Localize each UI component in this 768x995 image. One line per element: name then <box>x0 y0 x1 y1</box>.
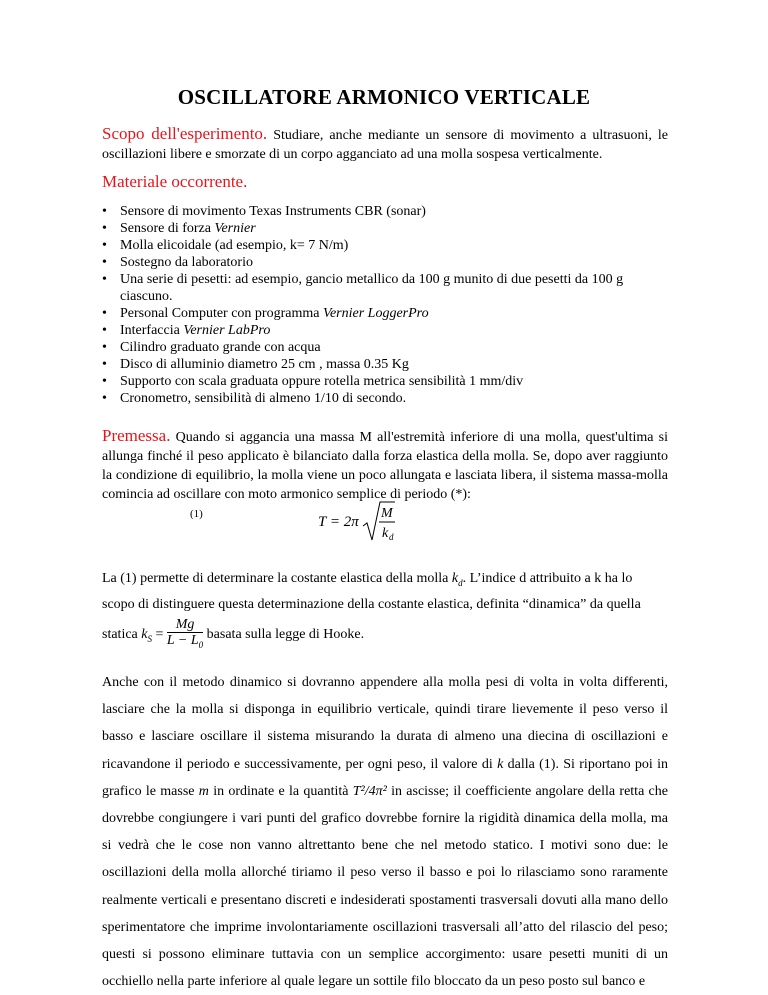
ks-equals: = <box>151 626 167 642</box>
materiale-item-italic: Vernier LabPro <box>183 323 271 338</box>
materiale-item <box>102 339 668 356</box>
materiale-list <box>102 203 668 407</box>
materiale-item-text: Interfaccia <box>120 323 184 338</box>
materiale-item-text: Disco di alluminio diametro 25 cm , massa 0.35 Kg <box>120 357 409 372</box>
bullet-icon: • <box>102 391 107 406</box>
bullet-icon: • <box>102 255 107 270</box>
materiale-item <box>102 356 668 373</box>
materiale-item-text: Sensore di movimento Texas Instruments CBR (sonar) <box>120 204 426 219</box>
ks-sub: S <box>147 633 152 644</box>
materiale-item-text: Sostegno da laboratorio <box>120 255 253 270</box>
ks-fraction <box>167 617 203 653</box>
para-dinamico-d: in ascisse; il coefficiente angolare della retta che dovrebbe congiungere i vari punti del grafico dovrebbe fornire la rigidità dinamica della molla, ma si vedrà che le cose non vanno altrettanto bene che nel metodo statico. I motivi sono due: le oscillazioni della molla allorché tiriamo il peso verso il basso e poi lo rilasciamo sono raramente realmente verticali e presentano discreti e indesiderati spostamenti trasversali dovuti alla mano dello sperimentatore che imprime involontariamente oscillazioni trasversali all’atto del rilascio del peso; questi si possono eliminare tuttavia con un semplice accorgimento: usare pesetti muniti di un occhiello nella parte inferiore al quale legare un sottile filo bloccato da un peso posto sul banco e <box>102 783 668 990</box>
formula-1 <box>318 500 396 544</box>
materiale-heading-block <box>102 172 668 193</box>
para-k-line3a: statica <box>102 626 142 642</box>
para-dinamico-expr: T²/4π² <box>352 783 387 799</box>
bullet-icon: • <box>102 221 107 236</box>
materiale-item-italic: Vernier <box>214 221 256 236</box>
bullet-icon: • <box>102 238 107 253</box>
para-k-line1b: . L’indice d attribuito a k ha lo <box>462 571 633 586</box>
formula-1-num: M <box>381 506 394 521</box>
materiale-item <box>102 203 668 220</box>
materiale-item <box>102 220 668 237</box>
bullet-icon: • <box>102 374 107 389</box>
ks-num: Mg <box>167 617 203 633</box>
ks-den <box>167 633 203 653</box>
materiale-item-text: Una serie di pesetti: ad esempio, gancio metallico da 100 g munito di due pesetti da 100 g ciascuno. <box>120 272 624 304</box>
para-k-line1a: La (1) permette di determinare la costante elastica della molla <box>102 571 452 586</box>
kd-sub: d <box>458 577 463 588</box>
sqrt-symbol-icon <box>362 500 396 544</box>
materiale-item <box>102 322 668 339</box>
para-dinamico-b: dalla (1). Si riportano poi in grafico le masse <box>102 756 668 799</box>
para-dinamico <box>102 669 668 995</box>
para-dinamico-a: Anche con il metodo dinamico si dovranno appendere alla molla pesi di volta in volta differenti, lasciare che la molla si disponga in equilibrio verticale, quindi tirare lievemente il peso verso il basso e lasciare oscillare il sistema misurando la durata di almeno una diecina di oscillazioni e ricavandone il periodo e successivamente, per ogni peso, il valore di <box>102 675 668 772</box>
bullet-icon: • <box>102 204 107 219</box>
materiale-item <box>102 237 668 254</box>
materiale-item <box>102 390 668 407</box>
formula-1-lhs: T = 2π <box>318 513 359 530</box>
bullet-icon: • <box>102 306 107 321</box>
para-dinamico-c: in ordinate e la quantità <box>208 783 353 799</box>
scopo-heading: Scopo dell'esperimento. <box>102 124 268 143</box>
materiale-item <box>102 305 668 322</box>
para-k-line2: scopo di distinguere questa determinazione della costante elastica, definita “dinamica” da quella <box>102 596 641 612</box>
materiale-item <box>102 271 668 305</box>
premessa-heading: Premessa. <box>102 426 171 445</box>
para-dinamico-k: k <box>497 756 504 772</box>
materiale-item-text: Supporto con scala graduata oppure rotella metrica sensibilità 1 mm/div <box>120 374 524 389</box>
ks-den-text: L − L <box>166 632 199 648</box>
kd-symbol: k <box>451 571 459 586</box>
materiale-item-text: Molla elicoidale (ad esempio, k= 7 N/m) <box>120 238 349 253</box>
premessa-paragraph <box>102 426 668 504</box>
scopo-text: Studiare, anche mediante un sensore di movimento a ultrasuoni, le oscillazioni libere e smorzate di un corpo agganciato ad una molla sospesa verticalmente. <box>102 128 668 162</box>
para-k-line3b: basata sulla legge di Hooke. <box>203 626 365 642</box>
ks-den-sub: 0 <box>198 639 204 650</box>
document-title: OSCILLATORE ARMONICO VERTICALE <box>177 85 591 109</box>
ks-symbol: k <box>141 626 148 642</box>
formula-1-label: (1) <box>190 508 203 520</box>
formula-1-den-sub: d <box>389 532 394 542</box>
materiale-item <box>102 254 668 271</box>
para-dinamico-m: m <box>198 783 209 799</box>
premessa-text: Quando si aggancia una massa M all'estremità inferiore di una molla, quest'ultima si allunga finché il peso applicato è bilanciato dalla forza elastica della molla. Se, dopo aver raggiunto la condizione di equilibrio, la molla viene un poco allungata e lasciata libera, il sistema massa-molla comincia ad oscillare con moto armonico semplice di periodo (*): <box>102 430 668 502</box>
para-k <box>102 568 668 653</box>
materiale-item-text: Cilindro graduato grande con acqua <box>120 340 321 355</box>
para-k-line1 <box>102 568 668 594</box>
bullet-icon: • <box>102 323 107 338</box>
para-k-line3 <box>102 617 668 653</box>
materiale-item-text: Sensore di forza <box>120 221 215 236</box>
formula-1-den: k <box>382 526 389 541</box>
scopo-paragraph <box>102 124 668 164</box>
bullet-icon: • <box>102 272 107 287</box>
materiale-item-italic: Vernier LoggerPro <box>322 306 429 321</box>
materiale-item <box>102 373 668 390</box>
materiale-item-text: Personal Computer con programma <box>120 306 323 321</box>
materiale-heading: Materiale occorrente. <box>102 172 248 191</box>
bullet-icon: • <box>102 357 107 372</box>
materiale-item-text: Cronometro, sensibilità di almeno 1/10 di secondo. <box>120 391 407 406</box>
bullet-icon: • <box>102 340 107 355</box>
